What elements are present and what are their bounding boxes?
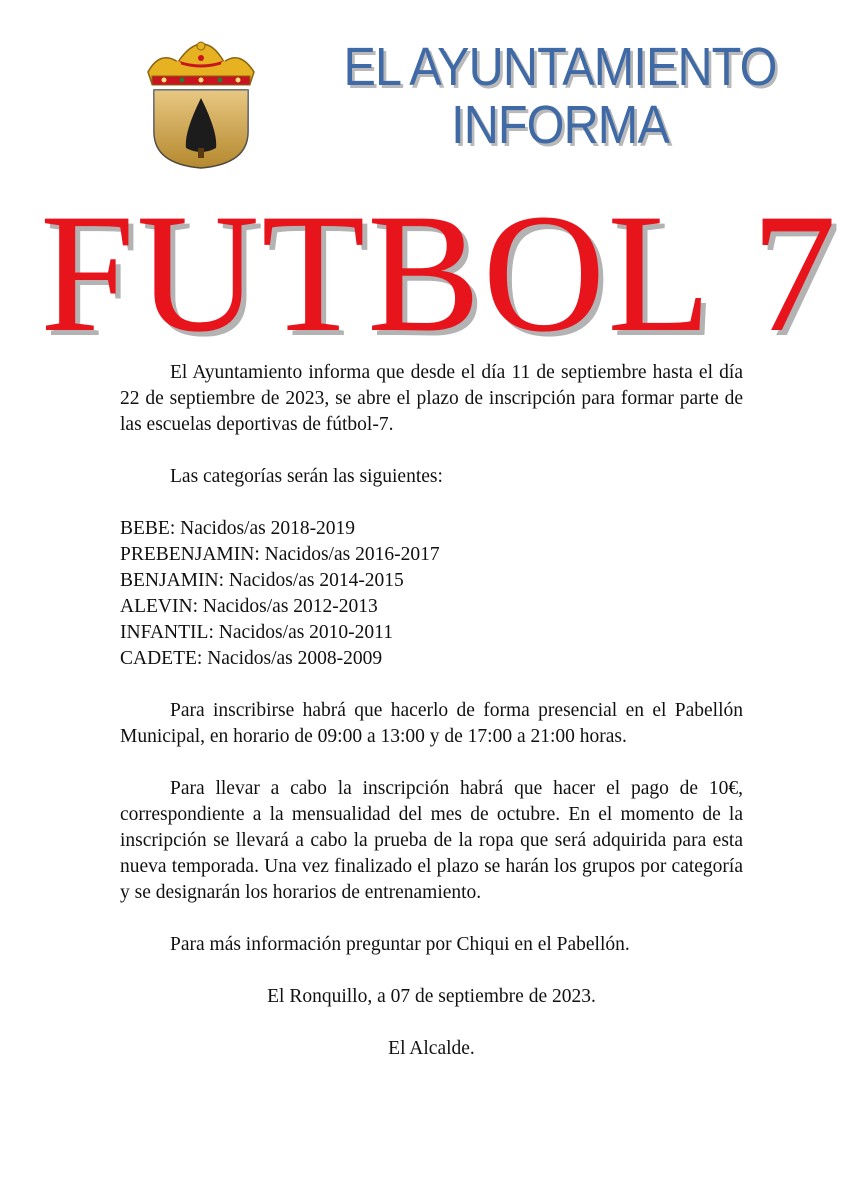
category-item: ALEVIN: Nacidos/as 2012-2013: [120, 596, 378, 617]
payment-paragraph: Para llevar a cabo la inscripción habrá que hacer el pago de 10€, correspondiente a la mensualidad del mes de octubre. En el momento de la inscripción se llevará a cabo la prueba de la ropa que será adquirida para esta nueva temporada. Una vez finalizado el plazo se harán los grupos por categoría y se designarán los horarios de entrenamiento.: [120, 778, 743, 903]
header-title: [326, 38, 794, 154]
registration-paragraph: Para inscribirse habrá que hacerlo de forma presencial en el Pabellón Municipal, en horario de 09:00 a 13:00 y de 17:00 a 21:00 horas.: [120, 700, 743, 747]
category-item: CADETE: Nacidos/as 2008-2009: [120, 648, 383, 669]
categories-intro: Las categorías serán las siguientes:: [170, 466, 443, 487]
header-line-1: EL AYUNTAMIENTO: [343, 37, 777, 97]
category-item: INFANTIL: Nacidos/as 2010-2011: [120, 622, 393, 643]
place-date-line: El Ronquillo, a 07 de septiembre de 2023.: [267, 986, 596, 1007]
signature-line: El Alcalde.: [388, 1038, 475, 1059]
coat-of-arms-icon: [120, 40, 280, 170]
notice-body: [120, 360, 743, 1088]
category-item: PREBENJAMIN: Nacidos/as 2016-2017: [120, 544, 440, 565]
category-item: BENJAMIN: Nacidos/as 2014-2015: [120, 570, 404, 591]
categories-list: [120, 516, 743, 672]
category-item: BEBE: Nacidos/as 2018-2019: [120, 518, 356, 539]
intro-paragraph: El Ayuntamiento informa que desde el día 11 de septiembre hasta el día 22 de septiembre de 2023, se abre el plazo de inscripción para formar parte de las escuelas deportivas de fútbol-7.: [120, 362, 743, 435]
page-title: FUTBOL 7: [40, 179, 839, 367]
more-info-line: Para más información preguntar por Chiqui en el Pabellón.: [170, 934, 630, 955]
header-line-2: INFORMA: [451, 95, 669, 155]
